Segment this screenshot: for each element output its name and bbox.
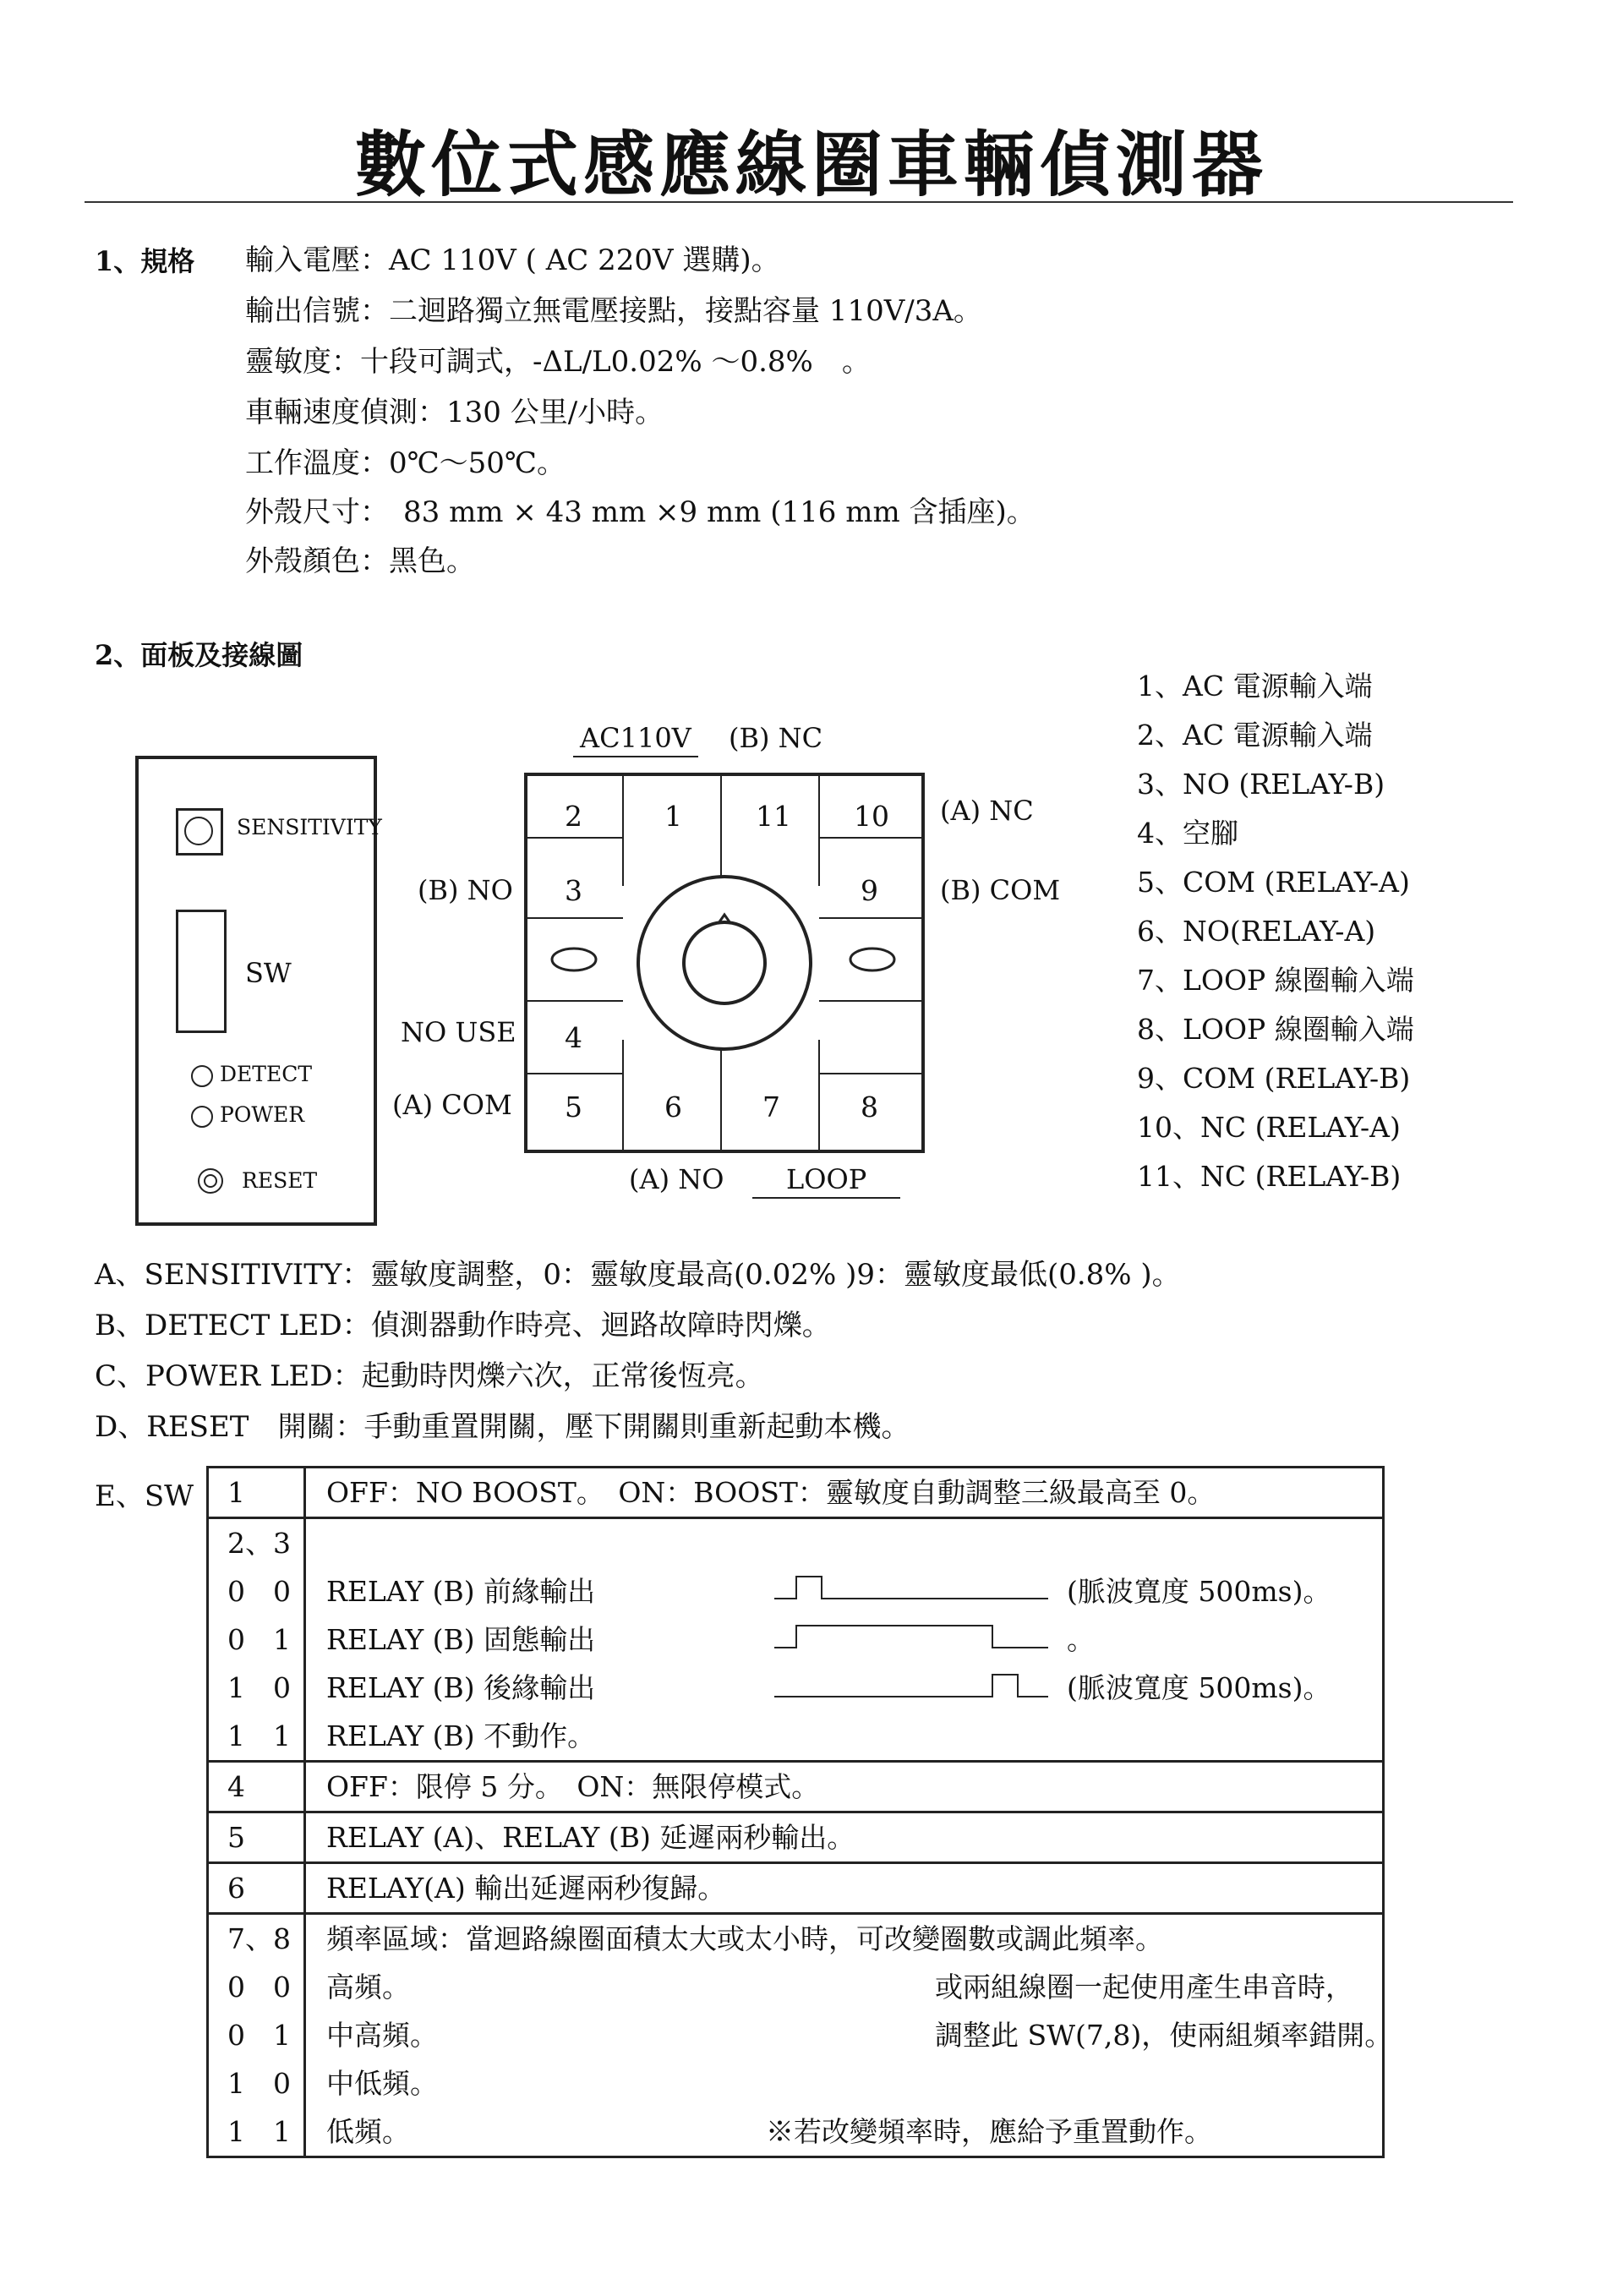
pin-4: 4 xyxy=(565,1021,582,1054)
sw-description: 中低頻。 xyxy=(326,2067,438,2100)
sw-setting: 0 1 xyxy=(227,2019,291,2052)
label-no-use: NO USE xyxy=(401,1016,516,1048)
power-label: POWER xyxy=(220,1102,305,1127)
sw-dip-switch[interactable] xyxy=(176,910,227,1033)
page-title: 數位式感應線圈車輛偵測器 xyxy=(354,123,1268,206)
frequency-reset-note: ※若改變頻率時，應給予重置動作。 xyxy=(766,2115,1212,2148)
sw-description: RELAY (B) 固態輸出 xyxy=(326,1623,596,1656)
pin-2: 2 xyxy=(565,800,582,833)
desc-power-led: C、POWER LED：起動時閃爍六次，正常後恆亮。 xyxy=(95,1359,764,1393)
desc-detect-led: B、DETECT LED：偵測器動作時亮、迴路故障時閃爍。 xyxy=(95,1309,831,1342)
spec-color: 外殼顏色：黑色。 xyxy=(245,544,475,578)
sw-setting: 1 1 xyxy=(227,2115,291,2148)
pulse-width-note: (脈波寬度 500ms)。 xyxy=(1067,1575,1331,1608)
pulse-width-note: (脈波寬度 500ms)。 xyxy=(1067,1671,1331,1704)
table-row xyxy=(208,1518,1384,1762)
reset-label: RESET xyxy=(242,1168,318,1193)
legend-item: 10、NC (RELAY-A) xyxy=(1137,1111,1401,1144)
sw-number: 5 xyxy=(227,1821,245,1854)
sw-description: 頻率區域：當迴路線圈面積太大或太小時，可改變圈數或調此頻率。 xyxy=(326,1922,1163,1955)
legend-item: 6、NO(RELAY-A) xyxy=(1137,915,1376,948)
spec-sensitivity: 靈敏度：十段可調式，-ΔL/L0.02% ～0.8% 。 xyxy=(245,345,871,379)
sw-label: SW xyxy=(245,957,292,989)
spec-temperature: 工作溫度：0℃～50℃。 xyxy=(245,446,566,480)
pin-5: 5 xyxy=(565,1091,582,1123)
spec-dimensions: 外殼尺寸： 83 mm × 43 mm ×9 mm (116 mm 含插座)。 xyxy=(245,495,1036,529)
table-row xyxy=(208,1863,1384,1914)
legend-item: 2、AC 電源輸入端 xyxy=(1137,719,1373,752)
table-row xyxy=(208,1468,1384,1518)
sw-number: 4 xyxy=(227,1770,245,1803)
pulse-note-period: 。 xyxy=(1067,1623,1095,1656)
power-led-icon xyxy=(191,1106,213,1128)
pin-10: 10 xyxy=(854,800,889,833)
sw-number: 2、3 xyxy=(227,1527,291,1560)
reset-button-icon xyxy=(204,1174,217,1188)
sensitivity-label: SENSITIVITY xyxy=(237,815,382,839)
title-underline xyxy=(85,201,1513,203)
label-b-nc: (B) NC xyxy=(729,722,823,754)
table-row xyxy=(208,1914,1384,2157)
frequency-note: 或兩組線圈一起使用產生串音時， xyxy=(935,1971,1353,2004)
desc-sensitivity: A、SENSITIVITY：靈敏度調整，0：靈敏度最高(0.02% )9：靈敏度最低(0.8% )。 xyxy=(95,1258,1181,1292)
pin-7: 7 xyxy=(762,1091,780,1123)
label-a-no: (A) NO xyxy=(629,1163,724,1195)
sw-description: RELAY (A)、RELAY (B) 延遲兩秒輸出。 xyxy=(326,1821,855,1854)
sw-settings-table xyxy=(206,1466,1393,2158)
sw-setting: 0 0 xyxy=(227,1971,291,2004)
legend-item: 11、NC (RELAY-B) xyxy=(1137,1160,1402,1193)
detect-label: DETECT xyxy=(220,1062,313,1086)
sw-description: 高頻。 xyxy=(326,1971,410,2004)
spec-output-signal: 輸出信號：二迴路獨立無電壓接點，接點容量 110V/3A。 xyxy=(245,294,982,328)
sw-description: RELAY (B) 後緣輸出 xyxy=(326,1671,596,1704)
reset-button[interactable] xyxy=(198,1168,223,1194)
detect-led-icon xyxy=(191,1065,213,1087)
frequency-note: 調整此 SW(7,8)，使兩組頻率錯開。 xyxy=(935,2019,1393,2052)
pin-9: 9 xyxy=(861,874,878,907)
pin-11: 11 xyxy=(756,800,791,833)
legend-item: 4、空腳 xyxy=(1137,817,1238,850)
knob-icon xyxy=(184,817,213,845)
label-a-nc: (A) NC xyxy=(940,795,1034,827)
legend-item: 1、AC 電源輸入端 xyxy=(1137,670,1373,702)
label-loop: LOOP xyxy=(752,1163,900,1199)
table-row xyxy=(208,1762,1384,1812)
pin-6: 6 xyxy=(664,1091,682,1123)
pin-8: 8 xyxy=(861,1091,878,1123)
sensitivity-knob[interactable] xyxy=(176,808,223,856)
table-row xyxy=(208,1812,1384,1863)
leading-edge-pulse-icon xyxy=(774,1572,1048,1605)
sw-description: RELAY (B) 不動作。 xyxy=(326,1719,596,1752)
sw-description: 低頻。 xyxy=(326,2115,410,2148)
legend-item: 3、NO (RELAY-B) xyxy=(1137,768,1385,801)
sw-number: 6 xyxy=(227,1872,245,1905)
section1-heading: 1、規格 xyxy=(95,245,195,277)
legend-item: 8、LOOP 線圈輸入端 xyxy=(1137,1013,1414,1046)
sw-setting: 1 0 xyxy=(227,1671,291,1704)
sw-table-label: E、SW xyxy=(95,1479,194,1513)
section2-heading: 2、面板及接線圖 xyxy=(95,639,303,671)
sw-setting: 0 0 xyxy=(227,1575,291,1608)
label-a-com: (A) COM xyxy=(392,1089,512,1121)
sw-description: RELAY(A) 輸出延遲兩秒復歸。 xyxy=(326,1872,726,1905)
label-b-com: (B) COM xyxy=(940,874,1061,906)
pin-1: 1 xyxy=(664,800,682,833)
sw-description: 中高頻。 xyxy=(326,2019,438,2052)
label-ac110v: AC110V xyxy=(573,722,698,757)
sw-description: OFF：NO BOOST。 ON：BOOST：靈敏度自動調整三級最高至 0。 xyxy=(326,1476,1216,1509)
pin-3: 3 xyxy=(565,874,582,907)
sw-description: RELAY (B) 前緣輸出 xyxy=(326,1575,596,1608)
label-b-no: (B) NO xyxy=(418,874,513,906)
legend-item: 5、COM (RELAY-A) xyxy=(1137,866,1410,899)
solid-state-pulse-icon xyxy=(774,1621,1048,1654)
sw-setting: 1 0 xyxy=(227,2067,291,2100)
trailing-edge-pulse-icon xyxy=(774,1670,1048,1703)
spec-input-voltage: 輸入電壓：AC 110V ( AC 220V 選購)。 xyxy=(245,243,780,277)
sw-description xyxy=(306,1519,1382,1567)
spec-speed: 車輛速度偵測：130 公里/小時。 xyxy=(245,396,664,429)
sw-description: OFF：限停 5 分。 ON：無限停模式。 xyxy=(326,1770,820,1803)
desc-reset: D、RESET 開關：手動重置開關，壓下開關則重新起動本機。 xyxy=(95,1410,910,1444)
front-panel xyxy=(135,756,382,1226)
sw-number: 7、8 xyxy=(227,1922,291,1955)
sw-number: 1 xyxy=(227,1476,245,1509)
legend-item: 9、COM (RELAY-B) xyxy=(1137,1062,1411,1095)
legend-item: 7、LOOP 線圈輸入端 xyxy=(1137,964,1414,997)
sw-setting: 0 1 xyxy=(227,1623,291,1656)
sw-setting: 1 1 xyxy=(227,1719,291,1752)
